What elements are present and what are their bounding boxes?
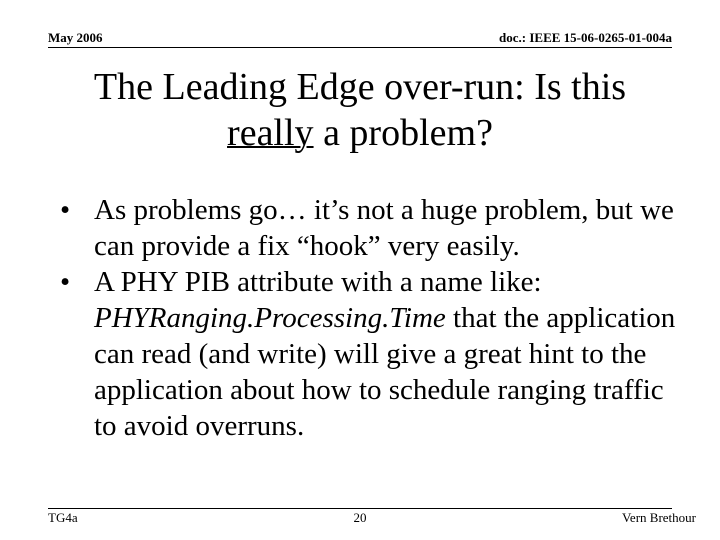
- bullet-text-prefix: A PHY PIB attribute with a name like:: [94, 266, 542, 298]
- title-line2: a problem?: [313, 112, 493, 154]
- footer-group: TG4a: [48, 510, 78, 525]
- footer-author: Vern Brethour: [621, 510, 696, 525]
- slide-title: [40, 64, 680, 156]
- attribute-name: PHYRanging.Processing.Time: [94, 302, 446, 334]
- bullet-item-1: [60, 192, 690, 264]
- header-divider: [48, 47, 672, 48]
- header-date: May 2006: [48, 30, 103, 45]
- bullet-list: [60, 192, 690, 444]
- header-doc-id: doc.: IEEE 15-06-0265-01-004a: [499, 30, 672, 45]
- footer-divider: [48, 508, 672, 509]
- page-number: 20: [353, 510, 367, 525]
- title-underlined-word: really: [227, 112, 314, 154]
- bullet-text: As problems go… it’s not a huge problem, but we can provide a fix “hook” very easily.: [94, 194, 674, 262]
- title-line1: The Leading Edge over-run: Is this: [93, 66, 627, 108]
- bullet-marker: •: [60, 194, 71, 226]
- bullet-marker: •: [60, 266, 71, 298]
- bullet-text-rest: that the application can read (and write) will give a great hint to the application about how to schedule ranging traffic to avoid overruns.: [94, 302, 676, 442]
- bullet-item-2: [60, 264, 690, 444]
